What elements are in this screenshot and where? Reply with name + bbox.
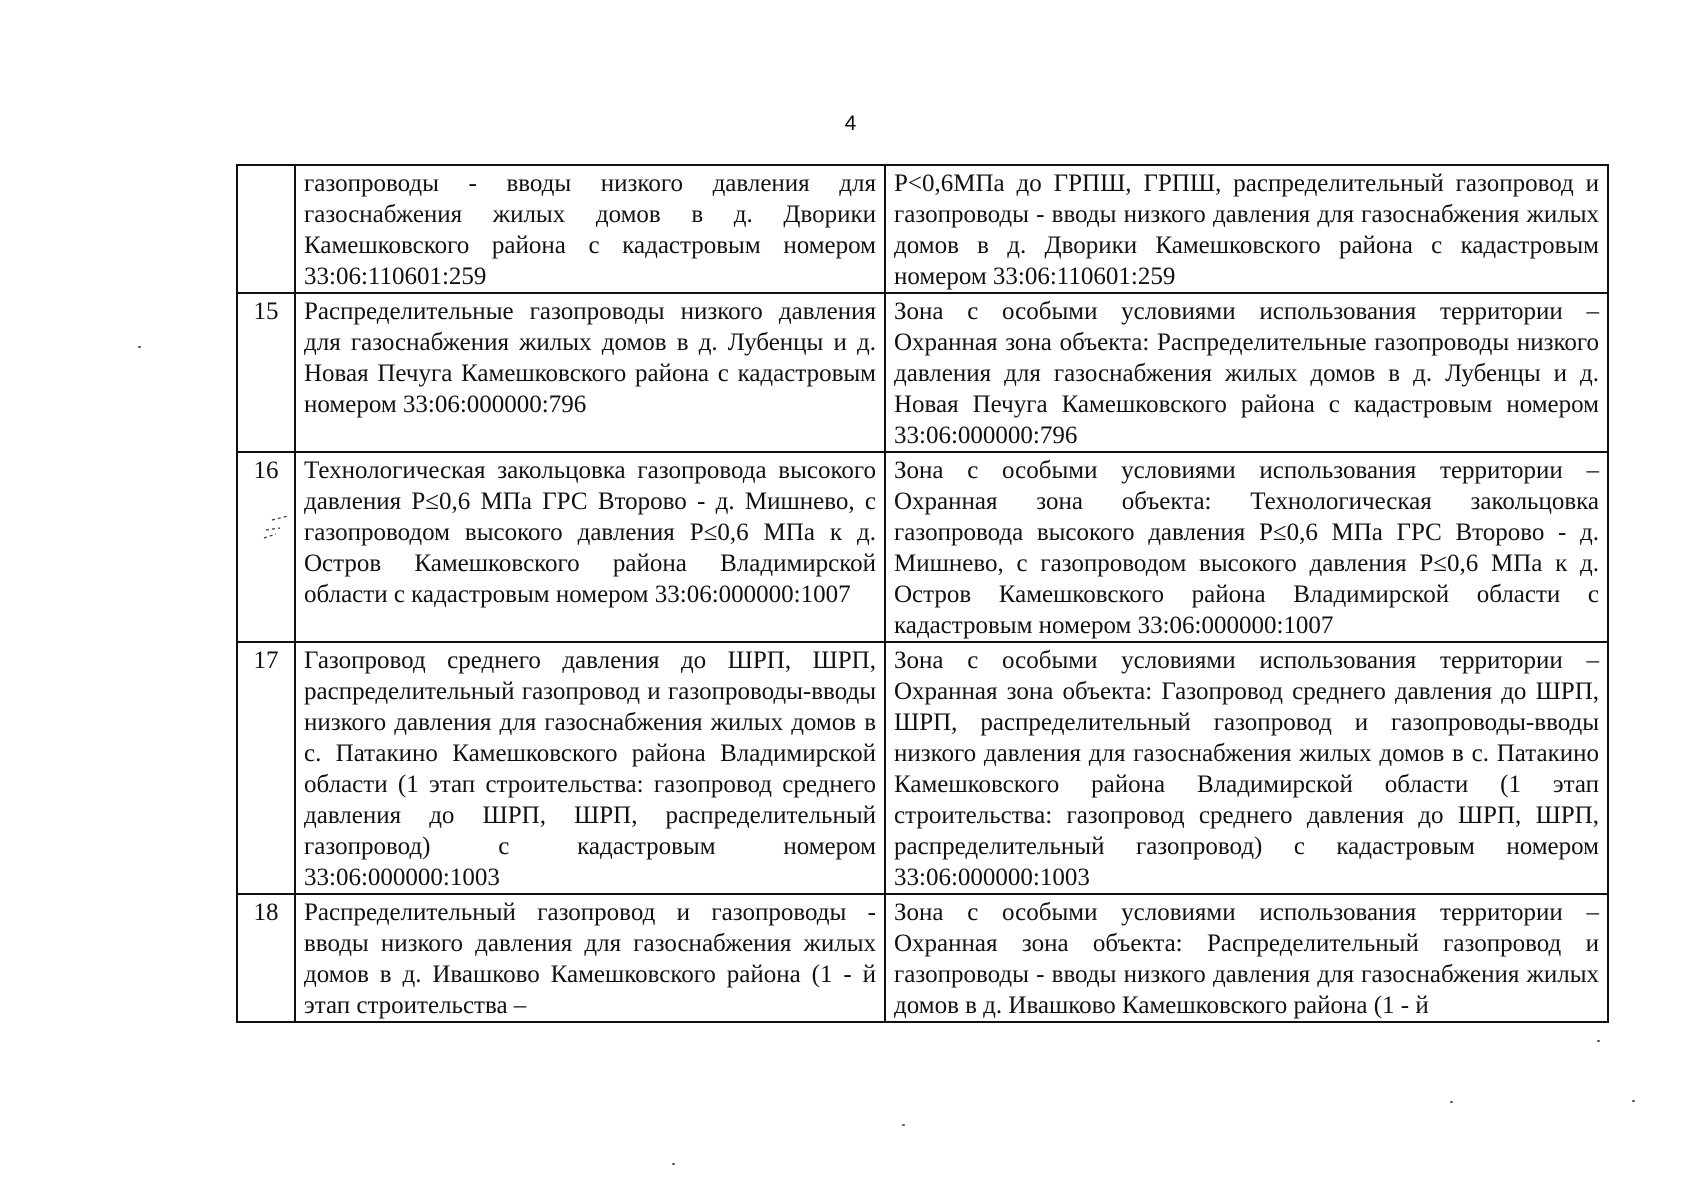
object-description-cell: Технологическая закольцовка газопровода высокого давления Р≤0,6 МПа ГРС Второво - д. Мишнево, с газопроводом высокого давления Р≤0,6 МПа к д. Остров Камешковского района Владимирской области с кадастровым номером 33:06:000000:1007 <box>295 452 885 642</box>
row-number-cell <box>237 165 295 293</box>
scan-speck <box>902 1124 905 1126</box>
zone-description-cell: Зона с особыми условиями использования территории – Охранная зона объекта: Распределительные газопроводы низкого давления для газоснабжения жилых домов в д. Лубенцы и д. Новая Печуга Камешковского района с кадастровым номером 33:06:000000:796 <box>885 293 1608 452</box>
scan-speck <box>672 1163 675 1165</box>
pen-mark-icon <box>262 512 302 542</box>
object-description-cell: газопроводы - вводы низкого давления для газоснабжения жилых домов в д. Дворики Камешковского района с кадастровым номером 33:06:110601:259 <box>295 165 885 293</box>
table-row <box>237 293 1608 452</box>
table-row <box>237 452 1608 642</box>
scan-speck <box>1450 1101 1453 1103</box>
scan-speck <box>1632 1100 1635 1102</box>
object-description-cell: Газопровод среднего давления до ШРП, ШРП, распределительный газопровод и газопроводы-вводы низкого давления для газоснабжения жилых домов в с. Патакино Камешковского района Владимирской области (1 этап строительства: газопровод среднего давления до ШРП, ШРП, распределительный газопровод) с кадастровым номером 33:06:000000:1003 <box>295 642 885 894</box>
row-number-cell: 16 <box>237 452 295 642</box>
row-number-cell: 18 <box>237 894 295 1022</box>
page-number: 4 <box>844 112 857 135</box>
table-row <box>237 165 1608 293</box>
table-row <box>237 894 1608 1022</box>
table-row <box>237 642 1608 894</box>
object-description-cell: Распределительный газопровод и газопроводы - вводы низкого давления для газоснабжения жилых домов в д. Ивашково Камешковского района (1 - й этап строительства – <box>295 894 885 1022</box>
zone-description-cell: Р<0,6МПа до ГРПШ, ГРПШ, распределительный газопровод и газопроводы - вводы низкого давления для газоснабжения жилых домов в д. Дворики Камешковского района с кадастровым номером 33:06:110601:259 <box>885 165 1608 293</box>
row-number-cell: 15 <box>237 293 295 452</box>
row-number-cell: 17 <box>237 642 295 894</box>
object-description-cell: Распределительные газопроводы низкого давления для газоснабжения жилых домов в д. Лубенцы и д. Новая Печуга Камешковского района с кадастровым номером 33:06:000000:796 <box>295 293 885 452</box>
scan-speck <box>1597 1040 1600 1042</box>
zone-description-cell: Зона с особыми условиями использования территории – Охранная зона объекта: Технологическая закольцовка газопровода высокого давления Р≤0,6 МПа ГРС Второво - д. Мишнево, с газопроводом высокого давления Р≤0,6 МПа к д. Остров Камешковского района Владимирской области с кадастровым номером 33:06:000000:1007 <box>885 452 1608 642</box>
zone-description-cell: Зона с особыми условиями использования территории – Охранная зона объекта: Газопровод среднего давления до ШРП, ШРП, распределительный газопровод и газопроводы-вводы низкого давления для газоснабжения жилых домов в с. Патакино Камешковского района Владимирской области (1 этап строительства: газопровод среднего давления до ШРП, ШРП, распределительный газопровод) с кадастровым номером 33:06:000000:1003 <box>885 642 1608 894</box>
scan-speck <box>138 346 141 348</box>
document-table <box>236 164 1609 1023</box>
zone-description-cell: Зона с особыми условиями использования территории – Охранная зона объекта: Распределительный газопровод и газопроводы - вводы низкого давления для газоснабжения жилых домов в д. Ивашково Камешковского района (1 - й <box>885 894 1608 1022</box>
